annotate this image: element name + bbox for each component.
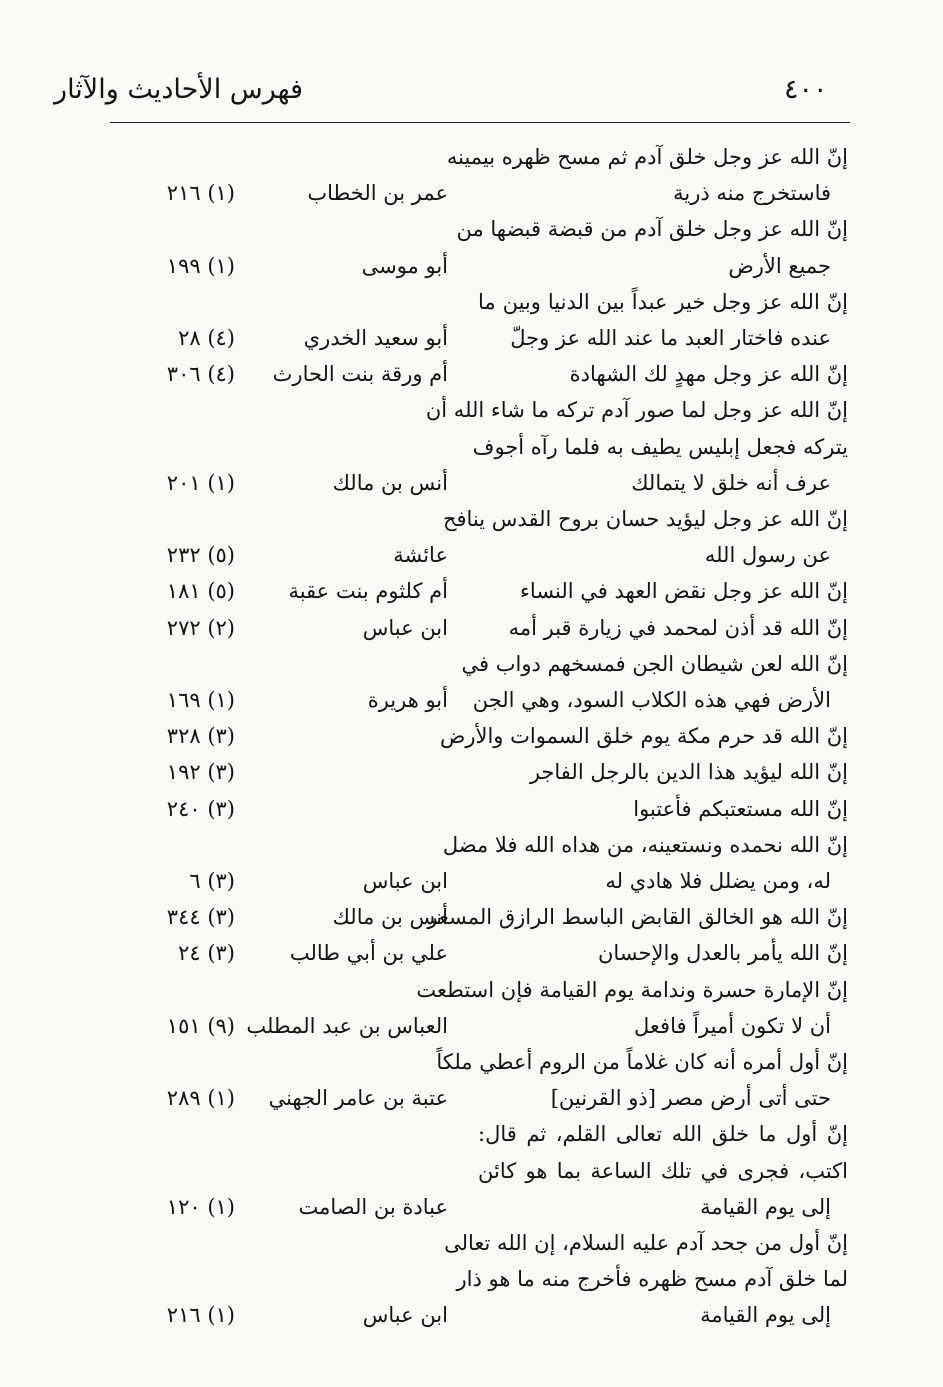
hadith-text-line: إنّ الله عز وجل ليؤيد حسان بروح القدس ينافح xyxy=(442,507,848,531)
volume-page-ref: (٣) ٣٢٨ xyxy=(166,724,235,749)
hadith-text-line: حتى أتى أرض مصر [ذو القرنين] xyxy=(550,1086,831,1111)
narrator-name: ابن عباس xyxy=(362,1303,448,1328)
hadith-text-line: إنّ الله عز وجل نقض العهد في النساء xyxy=(520,579,848,604)
volume-page-ref: (٣) ١٩٢ xyxy=(166,760,235,785)
hadith-text-line: إنّ الإمارة حسرة وندامة يوم القيامة فإن استطعت xyxy=(416,977,848,1002)
narrator-name: ابن عباس xyxy=(362,615,448,640)
volume-page-ref: (٣) ٣٤٤ xyxy=(166,905,235,930)
hadith-text-line: إنّ الله عز وجل خلق آدم من قبضة قبضها من xyxy=(456,217,848,242)
narrator-name: أم ورقة بنت الحارث xyxy=(272,362,448,387)
hadith-text-line: إنّ أول من جحد آدم عليه السلام، إن الله تعالى xyxy=(444,1231,848,1255)
hadith-text-line: أن لا تكون أميراً فافعل xyxy=(634,1013,831,1038)
narrator-name: أنس بن مالك xyxy=(332,470,448,495)
narrator-name: ابن عباس xyxy=(362,869,448,893)
volume-page-ref: (١) ١٩٩ xyxy=(166,253,235,278)
volume-page-ref: (٢) ٢٧٢ xyxy=(166,615,235,640)
volume-page-ref: (١) ٢٨٩ xyxy=(166,1086,235,1111)
hadith-text-line: إنّ الله عز وجل خير عبداً بين الدنيا وبين ما xyxy=(478,289,848,314)
hadith-text-line: إنّ الله مستعتبكم فأعتبوا xyxy=(633,796,848,821)
volume-page-ref: (٥) ٢٣٢ xyxy=(166,543,235,568)
hadith-text-line: لما خلق آدم مسح ظهره فأخرج منه ما هو ذار xyxy=(456,1267,848,1292)
hadith-text-line: إلى يوم القيامة xyxy=(700,1194,831,1219)
narrator-name: عمر بن الخطاب xyxy=(307,181,448,206)
hadith-text-line: إنّ الله ليؤيد هذا الدين بالرجل الفاجر xyxy=(529,760,848,785)
hadith-text-line: إنّ الله يأمر بالعدل والإحسان xyxy=(597,941,848,966)
volume-page-ref: (١) ٢١٦ xyxy=(166,1303,235,1328)
narrator-name: العباس بن عبد المطلب xyxy=(246,1013,448,1038)
narrator-name: أبو موسى xyxy=(361,253,448,278)
volume-page-ref: (٩) ١٥١ xyxy=(166,1013,235,1038)
narrator-name: أنس بن مالك xyxy=(332,905,448,930)
volume-page-ref: (٤) ٣٠٦ xyxy=(166,362,235,387)
narrator-name: عبادة بن الصامت xyxy=(298,1194,448,1219)
hadith-text-line: إنّ الله هو الخالق القابض الباسط الرازق المسعر xyxy=(427,905,848,930)
hadith-text-line: عنده فاختار العبد ما عند الله عز وجلّ xyxy=(510,326,831,350)
hadith-text-line: إنّ الله نحمده ونستعينه، من هداه الله فلا مضل xyxy=(442,832,848,857)
page-number: ٤٠٠ xyxy=(784,74,828,105)
volume-page-ref: (٣) ٢٤ xyxy=(178,941,235,966)
hadith-text-line: يتركه فجعل إبليس يطيف به فلما رآه أجوف xyxy=(472,434,848,459)
volume-page-ref: (١) ٢١٦ xyxy=(166,181,235,206)
narrator-name: عائشة xyxy=(393,543,448,568)
narrator-name: أبو هريرة xyxy=(367,688,448,712)
hadith-text-line: إنّ الله قد أذن لمحمد في زيارة قبر أمه xyxy=(508,615,848,640)
narrator-name: أبو سعيد الخدري xyxy=(303,326,448,350)
hadith-text-line: إنّ أول ما خلق الله تعالى القلم، ثم قال: xyxy=(478,1122,848,1147)
hadith-text-line: اكتب، فجرى في تلك الساعة بما هو كائن xyxy=(478,1158,848,1183)
hadith-text-line: عرف أنه خلق لا يتمالك xyxy=(631,470,831,495)
narrator-name: عتبة بن عامر الجهني xyxy=(268,1086,448,1111)
volume-page-ref: (٣) ٢٤٠ xyxy=(166,796,235,821)
hadith-text-line: جميع الأرض xyxy=(728,253,831,278)
hadith-text-line: إنّ الله عز وجل لما صور آدم تركه ما شاء الله أن xyxy=(425,398,848,423)
hadith-text-line: إنّ الله عز وجل خلق آدم ثم مسح ظهره بيمينه xyxy=(446,145,848,169)
volume-page-ref: (١) ١٦٩ xyxy=(166,688,235,712)
hadith-text-line: إلى يوم القيامة xyxy=(700,1303,831,1328)
hadith-text-line: إنّ الله قد حرم مكة يوم خلق السموات والأرض xyxy=(439,724,848,749)
volume-page-ref: (٣) ٦ xyxy=(189,869,235,893)
volume-page-ref: (٥) ١٨١ xyxy=(166,579,235,604)
volume-page-ref: (٤) ٢٨ xyxy=(178,326,235,350)
hadith-text-line: عن رسول الله xyxy=(704,543,831,568)
running-header-title: فهرس الأحاديث والآثار xyxy=(54,74,303,105)
volume-page-ref: (١) ١٢٠ xyxy=(166,1194,235,1219)
narrator-name: علي بن أبي طالب xyxy=(289,941,448,966)
hadith-text-line: إنّ الله عز وجل مهدٍ لك الشهادة xyxy=(569,362,848,387)
header-rule xyxy=(110,122,850,123)
hadith-text-line: إنّ الله لعن شيطان الجن فمسخهم دواب في xyxy=(461,651,848,676)
narrator-name: أم كلثوم بنت عقبة xyxy=(288,579,448,604)
hadith-text-line: فاستخرج منه ذرية xyxy=(673,181,831,206)
hadith-text-line: له، ومن يضلل فلا هادي له xyxy=(605,869,831,893)
hadith-text-line: الأرض فهي هذه الكلاب السود، وهي الجن xyxy=(472,688,831,712)
hadith-text-line: إنّ أول أمره أنه كان غلاماً من الروم أعطي ملكاً xyxy=(436,1050,848,1074)
volume-page-ref: (١) ٢٠١ xyxy=(166,470,235,495)
